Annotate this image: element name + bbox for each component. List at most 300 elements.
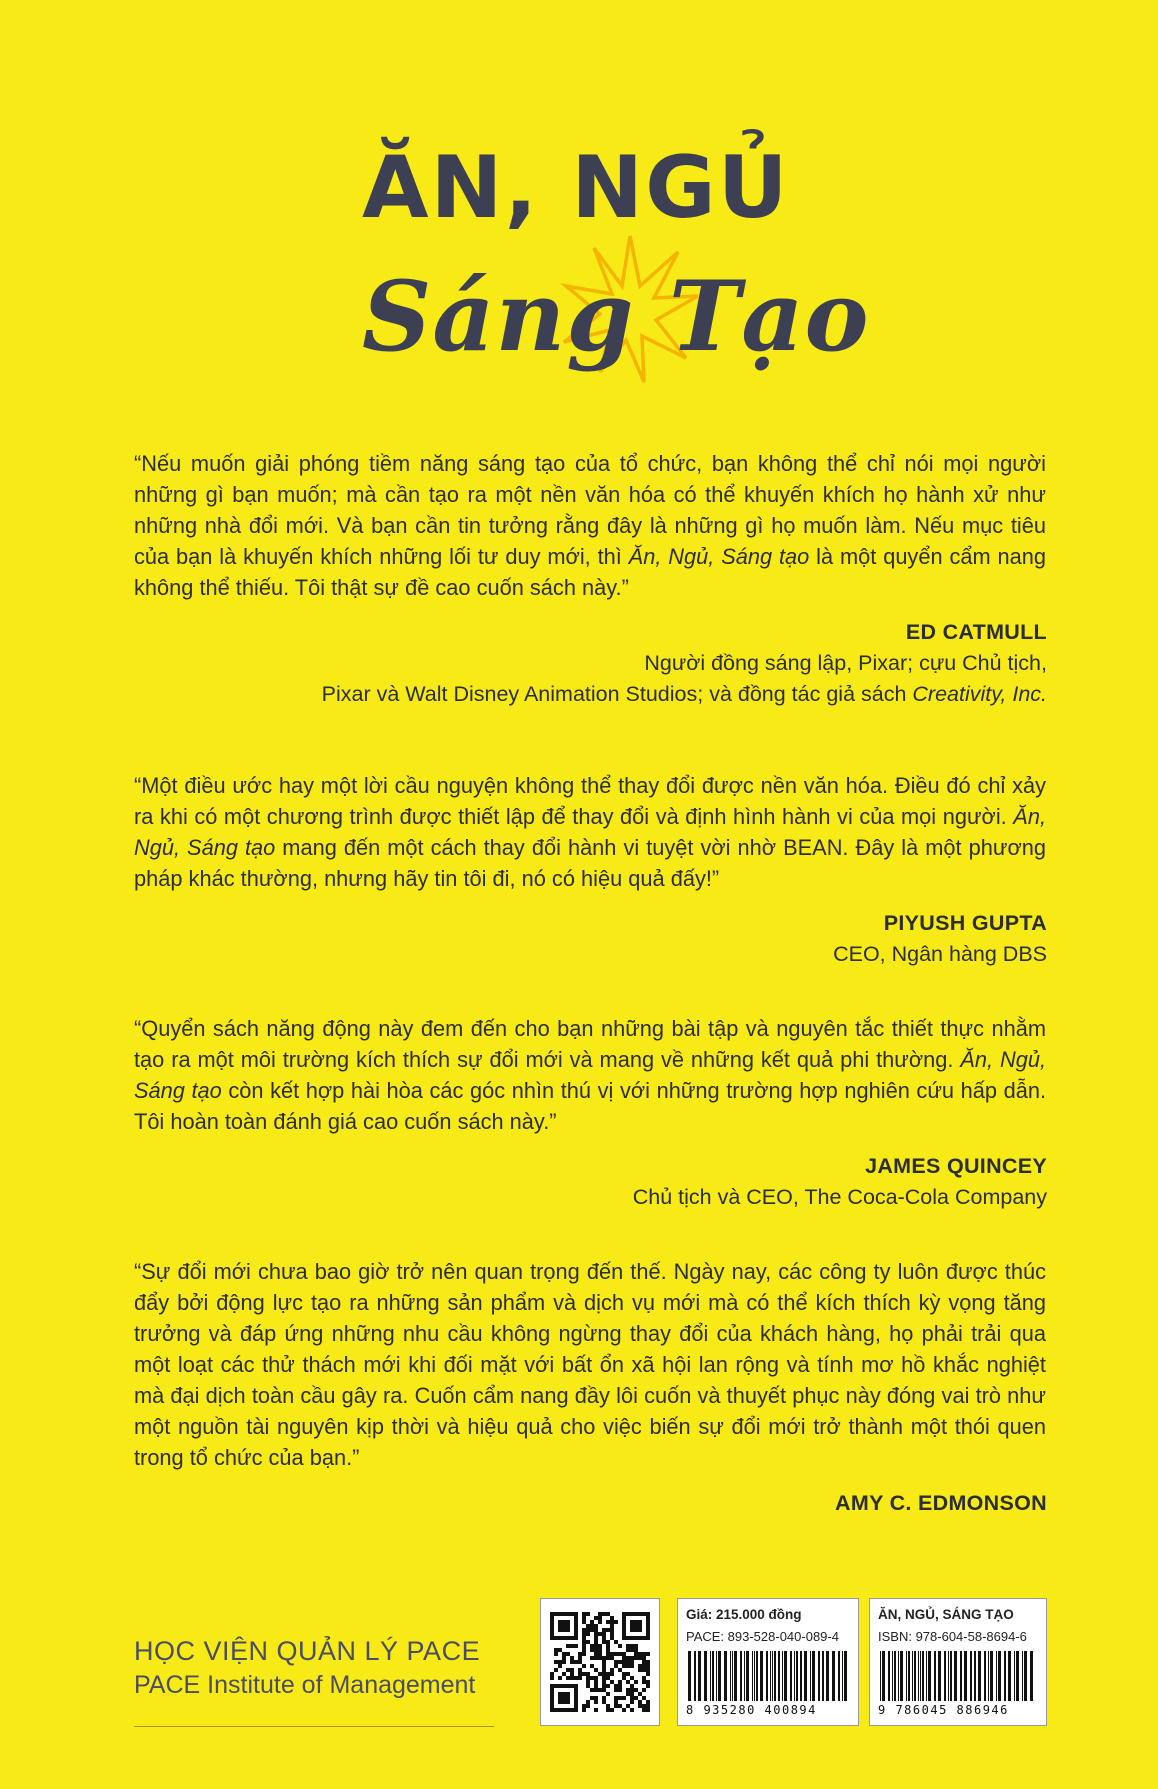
barcode-bar <box>918 1651 919 1701</box>
barcode-bar <box>740 1651 742 1701</box>
qr-module <box>550 1672 554 1676</box>
qr-module <box>642 1636 646 1640</box>
qr-module <box>570 1612 574 1616</box>
qr-module <box>646 1632 650 1636</box>
qr-module <box>602 1656 606 1660</box>
qr-module <box>570 1668 574 1672</box>
qr-module <box>566 1612 570 1616</box>
qr-module <box>598 1612 602 1616</box>
qr-module <box>550 1676 554 1680</box>
barcode-bar <box>718 1651 721 1701</box>
qr-module <box>598 1616 602 1620</box>
barcode-bar <box>906 1651 907 1701</box>
qr-module <box>598 1620 602 1624</box>
qr-module <box>606 1656 610 1660</box>
qr-module <box>642 1676 646 1680</box>
quote-author-name: ED CATMULL <box>905 620 1047 644</box>
qr-module <box>562 1672 566 1676</box>
qr-module <box>614 1704 618 1708</box>
qr-module <box>582 1648 586 1652</box>
barcode-bar <box>844 1651 847 1701</box>
barcode-bar <box>794 1651 795 1701</box>
qr-module <box>622 1652 626 1656</box>
qr-module <box>634 1628 638 1632</box>
qr-module <box>566 1652 570 1656</box>
qr-module <box>574 1708 578 1712</box>
qr-module <box>622 1624 626 1628</box>
qr-module <box>590 1648 594 1652</box>
qr-module <box>630 1696 634 1700</box>
barcode-bar <box>724 1651 727 1701</box>
qr-module <box>638 1620 642 1624</box>
qr-module <box>626 1704 630 1708</box>
qr-module <box>646 1672 650 1676</box>
quote-author-name: AMY C. EDMONSON <box>835 1491 1047 1515</box>
barcode-bar <box>842 1651 843 1701</box>
qr-module <box>646 1700 650 1704</box>
barcode-bar <box>898 1651 899 1701</box>
qr-module <box>590 1644 594 1648</box>
quote-text: còn kết hợp hài hòa các góc nhìn thú vị với những trường hợp nghiên cứu hấp dẫn. Tôi hoàn toàn đánh giá cao cuốn sách này.” <box>134 1078 1047 1134</box>
qr-module <box>634 1644 638 1648</box>
qr-module <box>586 1628 590 1632</box>
qr-module <box>566 1692 570 1696</box>
qr-module <box>602 1664 606 1668</box>
qr-module <box>638 1628 642 1632</box>
qr-module <box>594 1676 598 1680</box>
qr-module <box>570 1708 574 1712</box>
barcode-bar <box>732 1651 733 1701</box>
qr-module <box>634 1680 638 1684</box>
price-label: Giá: 215.000 đồng <box>686 1607 802 1622</box>
quote-piyush-gupta <box>134 770 1046 894</box>
qr-module <box>606 1676 610 1680</box>
qr-module <box>630 1688 634 1692</box>
qr-module <box>630 1656 634 1660</box>
qr-module <box>582 1704 586 1708</box>
qr-module <box>622 1616 626 1620</box>
qr-module <box>574 1644 578 1648</box>
qr-module <box>614 1652 618 1656</box>
quote-author-name: PIYUSH GUPTA <box>883 911 1047 935</box>
qr-module <box>590 1676 594 1680</box>
isbn-number: ISBN: 978-604-58-8694-6 <box>878 1629 1027 1644</box>
qr-module <box>602 1612 606 1616</box>
qr-module <box>554 1668 558 1672</box>
qr-module <box>630 1708 634 1712</box>
barcode-bar <box>782 1651 783 1701</box>
barcode-bar <box>912 1651 913 1701</box>
qr-module <box>582 1640 586 1644</box>
qr-module <box>562 1684 566 1688</box>
title-line-2: Sáng Tạo <box>362 260 870 373</box>
qr-module <box>626 1692 630 1696</box>
barcode-icon <box>686 1651 848 1701</box>
qr-module <box>558 1624 562 1628</box>
qr-module <box>586 1672 590 1676</box>
qr-module <box>606 1612 610 1616</box>
qr-module <box>586 1624 590 1628</box>
qr-module <box>606 1684 610 1688</box>
quote-author-role: CEO, Ngân hàng DBS <box>833 942 1047 966</box>
qr-module <box>638 1656 642 1660</box>
qr-module <box>630 1660 634 1664</box>
qr-module <box>606 1648 610 1652</box>
qr-module <box>634 1620 638 1624</box>
qr-module <box>590 1696 594 1700</box>
barcode-bar <box>778 1651 780 1701</box>
barcode-bar <box>922 1651 924 1701</box>
qr-module <box>550 1684 554 1688</box>
qr-module <box>550 1628 554 1632</box>
qr-module <box>646 1708 650 1712</box>
qr-module <box>642 1696 646 1700</box>
qr-module <box>610 1636 614 1640</box>
qr-module <box>602 1680 606 1684</box>
quote-author-role: Chủ tịch và CEO, The Coca-Cola Company <box>632 1185 1047 1209</box>
qr-module <box>550 1688 554 1692</box>
qr-module <box>582 1612 586 1616</box>
qr-module <box>622 1612 626 1616</box>
qr-module <box>594 1636 598 1640</box>
barcode-bar <box>704 1651 707 1701</box>
qr-module <box>602 1660 606 1664</box>
qr-module <box>566 1668 570 1672</box>
qr-module <box>638 1704 642 1708</box>
quote-amy-edmonson: “Sự đổi mới chưa bao giờ trở nên quan trọng đến thế. Ngày nay, các công ty luôn được thúc đẩy bởi động lực tạo ra những sản phẩm và dịch vụ mới mà có thể kích thích kỳ vọng tăng trưởng và đáp ứng những nhu cầu không ngừng thay đổi của khách hàng, họ phải trải qua một loạt các thử thách mới khi đối mặt với bất ổn xã hội lan rộng và tính mơ hồ khắc nghiệt mà đại dịch toàn cầu gây ra. Cuốn cẩm nang đầy lôi cuốn và thuyết phục này đóng vai trò như một nguồn tài nguyên kịp thời và hiệu quả cho việc biến sự đổi mới trở thành một thói quen trong tổ chức của bạn.” <box>134 1259 1046 1470</box>
qr-module <box>614 1688 618 1692</box>
qr-module <box>602 1640 606 1644</box>
qr-module <box>618 1644 622 1648</box>
barcode-bar <box>1016 1651 1019 1701</box>
qr-module <box>614 1620 618 1624</box>
qr-module <box>562 1692 566 1696</box>
qr-module <box>594 1708 598 1712</box>
barcode-bar <box>938 1651 941 1701</box>
qr-module <box>554 1652 558 1656</box>
barcode-bar <box>688 1651 691 1701</box>
quote-book-title: Ăn, Ngủ, Sáng tạo <box>134 804 1046 860</box>
qr-module <box>558 1612 562 1616</box>
barcode-bar <box>984 1651 986 1701</box>
qr-module <box>634 1656 638 1660</box>
qr-module <box>582 1644 586 1648</box>
barcode-bar <box>948 1651 949 1701</box>
qr-module <box>622 1708 626 1712</box>
qr-module <box>646 1680 650 1684</box>
price-barcode-box <box>677 1598 859 1726</box>
barcode-bar <box>960 1651 962 1701</box>
qr-module <box>562 1700 566 1704</box>
barcode-bar <box>914 1651 916 1701</box>
qr-module <box>642 1704 646 1708</box>
barcode-bar <box>900 1651 903 1701</box>
qr-module <box>594 1700 598 1704</box>
barcode-bar <box>752 1651 753 1701</box>
qr-module <box>642 1612 646 1616</box>
qr-module <box>574 1616 578 1620</box>
barcode-bar <box>698 1651 701 1701</box>
qr-module <box>586 1684 590 1688</box>
qr-module <box>618 1696 622 1700</box>
barcode-bar <box>772 1651 773 1701</box>
qr-module <box>646 1620 650 1624</box>
quote-author-name: JAMES QUINCEY <box>865 1154 1047 1178</box>
qr-module <box>550 1616 554 1620</box>
qr-module <box>594 1652 598 1656</box>
barcode-digits: 8 935280 400894 <box>686 1703 817 1717</box>
quote-ed-catmull <box>134 448 1046 603</box>
publisher-divider <box>134 1726 494 1727</box>
barcode-icon <box>878 1651 1038 1701</box>
qr-module <box>562 1708 566 1712</box>
barcode-digits: 9 786045 886946 <box>878 1703 1009 1717</box>
qr-module <box>566 1676 570 1680</box>
barcode-bar <box>920 1651 921 1701</box>
qr-module <box>610 1656 614 1660</box>
qr-module <box>606 1708 610 1712</box>
qr-module <box>646 1612 650 1616</box>
qr-module <box>598 1644 602 1648</box>
barcode-bar <box>832 1651 835 1701</box>
barcode-bar <box>1004 1651 1006 1701</box>
qr-module <box>642 1664 646 1668</box>
qr-module <box>606 1652 610 1656</box>
qr-module <box>594 1624 598 1628</box>
barcode-bar <box>796 1651 798 1701</box>
qr-module <box>554 1660 558 1664</box>
qr-module <box>570 1644 574 1648</box>
qr-module <box>614 1664 618 1668</box>
qr-module <box>638 1692 642 1696</box>
barcode-bar <box>756 1651 758 1701</box>
qr-module <box>594 1648 598 1652</box>
qr-module <box>630 1636 634 1640</box>
qr-module <box>622 1664 626 1668</box>
qr-module <box>602 1672 606 1676</box>
qr-module <box>610 1680 614 1684</box>
qr-module <box>574 1624 578 1628</box>
qr-module <box>550 1700 554 1704</box>
qr-code-icon <box>550 1612 650 1712</box>
quote-text: “Nếu muốn giải phóng tiềm năng sáng tạo của tổ chức, bạn không thể chỉ nói mọi người những gì bạn muốn; mà cần tạo ra một nền văn hóa có thể khuyến khích họ hành xử như những nhà đổi mới. Và bạn cần tin tưởng rằng đây là những gì họ muốn làm. Nếu mục tiêu của bạn là khuyến khích những lối tư duy mới, thì <box>134 451 1046 569</box>
qr-module <box>610 1672 614 1676</box>
barcode-bar <box>988 1651 989 1701</box>
qr-module <box>622 1632 626 1636</box>
qr-module <box>602 1628 606 1632</box>
qr-module <box>562 1696 566 1700</box>
qr-module <box>614 1640 618 1644</box>
quote-text: “Một điều ước hay một lời cầu nguyện không thể thay đổi được nền văn hóa. Điều đó chỉ xảy ra khi có một chương trình được thiết lập để thay đổi và định hình hành vi của mọi người. <box>134 773 1046 829</box>
qr-module <box>566 1696 570 1700</box>
qr-module <box>558 1664 562 1668</box>
pace-code: PACE: 893-528-040-089-4 <box>686 1629 839 1644</box>
qr-module <box>630 1628 634 1632</box>
qr-module <box>574 1696 578 1700</box>
qr-module <box>630 1700 634 1704</box>
qr-module <box>590 1664 594 1668</box>
qr-module <box>578 1668 582 1672</box>
qr-module <box>586 1612 590 1616</box>
qr-module <box>566 1628 570 1632</box>
barcode-bar <box>1024 1651 1027 1701</box>
qr-module <box>646 1624 650 1628</box>
qr-module <box>574 1636 578 1640</box>
qr-module <box>554 1684 558 1688</box>
barcode-bar <box>1022 1651 1023 1701</box>
barcode-bar <box>784 1651 787 1701</box>
barcode-bar <box>996 1651 997 1701</box>
qr-module <box>646 1684 650 1688</box>
quote-james-quincey <box>134 1013 1046 1137</box>
qr-module <box>558 1636 562 1640</box>
qr-module <box>598 1632 602 1636</box>
barcode-bar <box>810 1651 811 1701</box>
qr-module <box>550 1708 554 1712</box>
qr-module <box>554 1648 558 1652</box>
barcode-bar <box>990 1651 993 1701</box>
qr-module <box>566 1624 570 1628</box>
barcode-bar <box>774 1651 776 1701</box>
qr-module <box>558 1692 562 1696</box>
qr-module <box>582 1652 586 1656</box>
barcode-bar <box>926 1651 927 1701</box>
role-text: Pixar và Walt Disney Animation Studios; và đồng tác giả sách <box>321 682 913 706</box>
barcode-bar <box>894 1651 896 1701</box>
qr-module <box>574 1612 578 1616</box>
qr-module <box>558 1684 562 1688</box>
qr-module <box>626 1688 630 1692</box>
qr-module <box>558 1696 562 1700</box>
barcode-bar <box>1014 1651 1015 1701</box>
qr-module <box>566 1620 570 1624</box>
qr-module <box>630 1644 634 1648</box>
qr-module <box>558 1628 562 1632</box>
qr-module <box>594 1616 598 1620</box>
quote-text: “Quyển sách năng động này đem đến cho bạn những bài tập và nguyên tắc thiết thực nhằm tạo ra một môi trường kích thích sự đổi mới và mang về những kết quả phi thường. <box>134 1016 1046 1072</box>
qr-module <box>610 1628 614 1632</box>
barcode-bar <box>1030 1651 1033 1701</box>
qr-module <box>646 1660 650 1664</box>
qr-module <box>594 1632 598 1636</box>
qr-module <box>562 1628 566 1632</box>
barcode-bar <box>826 1651 829 1701</box>
barcode-bar <box>710 1651 711 1701</box>
qr-module <box>586 1632 590 1636</box>
qr-module <box>594 1696 598 1700</box>
qr-module <box>630 1684 634 1688</box>
qr-module <box>586 1640 590 1644</box>
qr-module <box>634 1652 638 1656</box>
qr-module <box>594 1688 598 1692</box>
qr-module <box>622 1672 626 1676</box>
barcode-bar <box>882 1651 885 1701</box>
barcode-bar <box>964 1651 967 1701</box>
qr-module <box>590 1624 594 1628</box>
barcode-bar <box>908 1651 910 1701</box>
barcode-bar <box>950 1651 952 1701</box>
qr-module <box>626 1660 630 1664</box>
qr-module <box>638 1612 642 1616</box>
qr-module <box>626 1644 630 1648</box>
publisher-block <box>134 1636 480 1700</box>
qr-module <box>618 1680 622 1684</box>
qr-module <box>570 1676 574 1680</box>
qr-module <box>578 1656 582 1660</box>
qr-module <box>558 1708 562 1712</box>
qr-module <box>594 1680 598 1684</box>
qr-module <box>602 1676 606 1680</box>
qr-module <box>594 1668 598 1672</box>
qr-module <box>626 1636 630 1640</box>
barcode-bar <box>838 1651 840 1701</box>
attribution-amy-edmonson <box>147 1488 1047 1519</box>
qr-code-box <box>540 1598 660 1726</box>
qr-module <box>634 1696 638 1700</box>
book-title <box>0 138 1158 418</box>
qr-module <box>590 1688 594 1692</box>
qr-module <box>630 1648 634 1652</box>
quote-text: là một quyển cẩm nang không thể thiếu. Tôi thật sự đề cao cuốn sách này.” <box>134 544 1046 600</box>
qr-module <box>622 1676 626 1680</box>
qr-module <box>566 1644 570 1648</box>
qr-module <box>562 1636 566 1640</box>
qr-module <box>642 1708 646 1712</box>
quote-author-role <box>147 679 1047 710</box>
barcode-bar <box>928 1651 931 1701</box>
qr-module <box>646 1636 650 1640</box>
qr-module <box>642 1668 646 1672</box>
qr-module <box>622 1656 626 1660</box>
qr-module <box>626 1648 630 1652</box>
qr-module <box>550 1636 554 1640</box>
qr-module <box>610 1620 614 1624</box>
qr-module <box>634 1688 638 1692</box>
qr-module <box>602 1632 606 1636</box>
qr-module <box>598 1672 602 1676</box>
qr-module <box>634 1624 638 1628</box>
qr-module <box>610 1708 614 1712</box>
qr-module <box>562 1624 566 1628</box>
qr-module <box>570 1684 574 1688</box>
qr-module <box>586 1700 590 1704</box>
qr-module <box>618 1660 622 1664</box>
qr-module <box>574 1684 578 1688</box>
qr-module <box>570 1656 574 1660</box>
qr-module <box>578 1660 582 1664</box>
qr-module <box>558 1700 562 1704</box>
qr-module <box>606 1692 610 1696</box>
qr-module <box>618 1688 622 1692</box>
qr-module <box>554 1636 558 1640</box>
qr-module <box>562 1652 566 1656</box>
qr-module <box>610 1632 614 1636</box>
qr-module <box>554 1708 558 1712</box>
qr-module <box>582 1664 586 1668</box>
qr-module <box>574 1700 578 1704</box>
qr-module <box>602 1696 606 1700</box>
qr-module <box>630 1620 634 1624</box>
qr-module <box>634 1648 638 1652</box>
barcode-bar <box>766 1651 768 1701</box>
qr-module <box>550 1624 554 1628</box>
qr-module <box>646 1628 650 1632</box>
qr-module <box>566 1708 570 1712</box>
qr-module <box>642 1656 646 1660</box>
qr-module <box>614 1684 618 1688</box>
barcode-bar <box>970 1651 972 1701</box>
barcode-bar <box>716 1651 717 1701</box>
